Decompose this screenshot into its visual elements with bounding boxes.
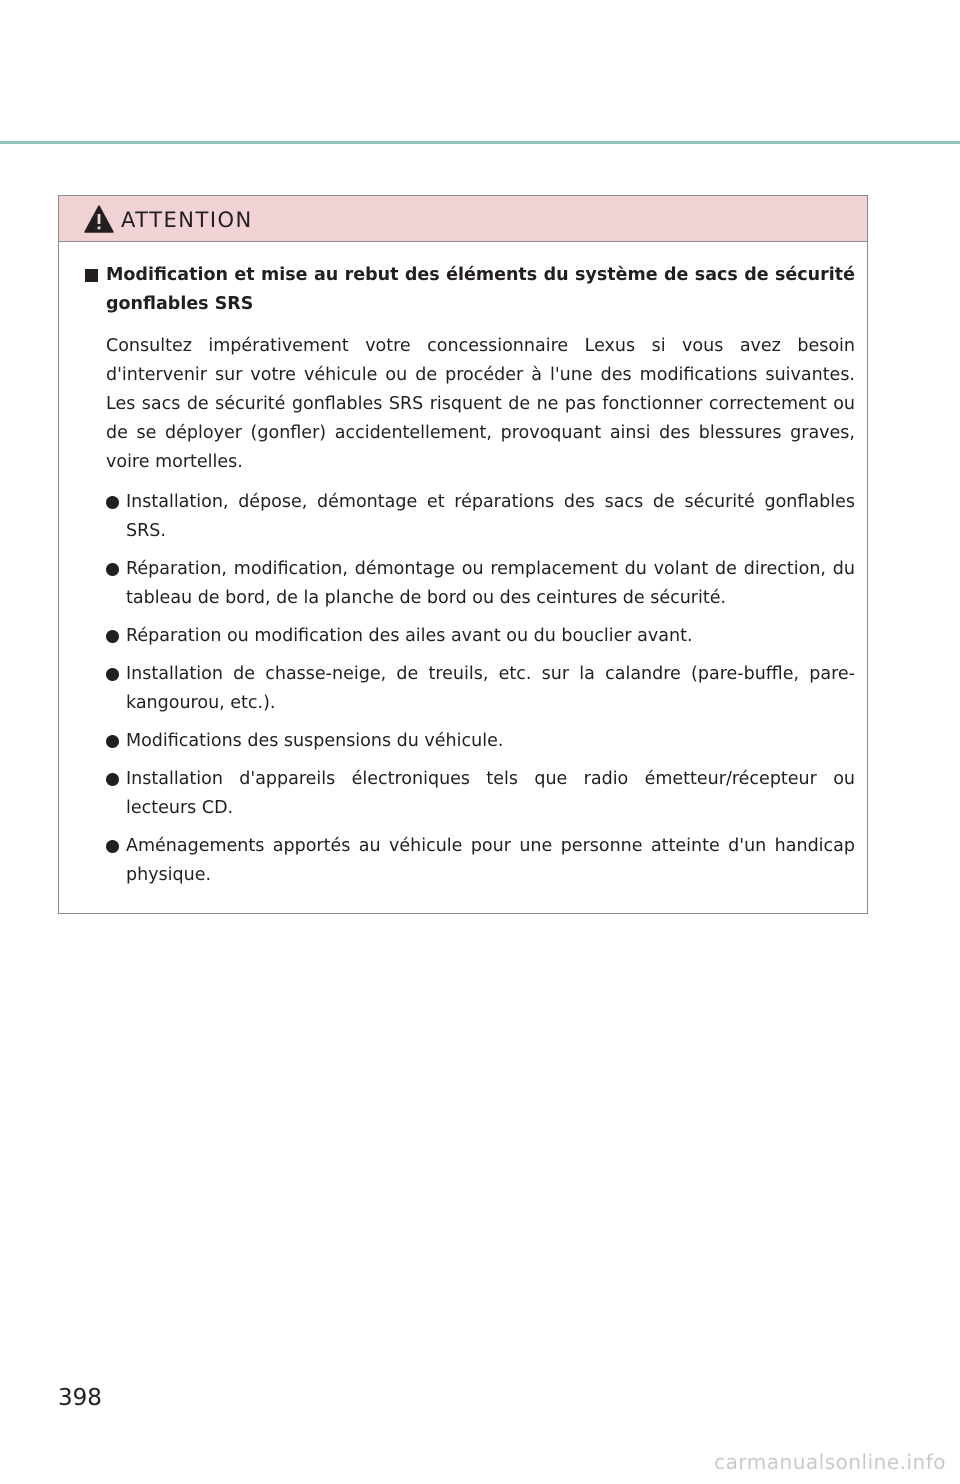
bullet-dot-icon: [106, 840, 119, 853]
attention-body: [59, 242, 867, 890]
list-item-text: Réparation, modification, démontage ou remplacement du volant de direction, du tableau de bord, de la planche de bord ou des ceintures de sécurité.: [126, 559, 855, 608]
list-item: [106, 555, 855, 613]
bullet-dot-icon: [106, 630, 119, 643]
list-item: [106, 765, 855, 823]
list-item: [106, 727, 855, 756]
list-item-text: Réparation ou modification des ailes avant ou du bouclier avant.: [126, 626, 693, 646]
warning-paragraph: Consultez impérativement votre concessionnaire Lexus si vous avez besoin d'intervenir sur votre véhicule ou de procéder à l'une des modifications suivantes. Les sacs de sécurité gonflables SRS risquent de ne pas fonctionner correctement ou de se déployer (gonfler) accidentellement, provoquant ainsi des blessures graves, voire mortelles.: [106, 336, 855, 472]
watermark: carmanualsonline.info: [714, 1450, 946, 1474]
attention-header: [59, 196, 867, 242]
attention-title: ATTENTION: [121, 207, 253, 232]
bullet-dot-icon: [106, 773, 119, 786]
bullet-dot-icon: [106, 496, 119, 509]
section-heading-text: Modification et mise au rebut des éléments du système de sacs de sécurité gonflables SRS: [106, 265, 855, 314]
list-item-text: Modifications des suspensions du véhicule.: [126, 731, 504, 751]
page-number: 398: [58, 1385, 102, 1411]
warning-triangle-icon: [83, 204, 115, 234]
bullet-dot-icon: [106, 735, 119, 748]
list-item: [106, 622, 855, 651]
list-item: [106, 832, 855, 890]
list-item-text: Installation, dépose, démontage et réparations des sacs de sécurité gonflables SRS.: [126, 492, 855, 541]
list-item-text: Aménagements apportés au véhicule pour une personne atteinte d'un handicap physique.: [126, 836, 855, 885]
section-heading: [85, 261, 855, 319]
bullet-dot-icon: [106, 563, 119, 576]
attention-box: [58, 195, 868, 914]
square-bullet-icon: [85, 269, 98, 282]
list-item-text: Installation de chasse-neige, de treuils, etc. sur la calandre (pare-buffle, pare-kangourou, etc.).: [126, 664, 855, 713]
list-item: [106, 660, 855, 718]
list-item: [106, 488, 855, 546]
header-rule: [0, 141, 960, 144]
bullet-dot-icon: [106, 668, 119, 681]
list-item-text: Installation d'appareils électroniques tels que radio émetteur/récepteur ou lecteurs CD.: [126, 769, 855, 818]
modification-list: [106, 488, 855, 890]
